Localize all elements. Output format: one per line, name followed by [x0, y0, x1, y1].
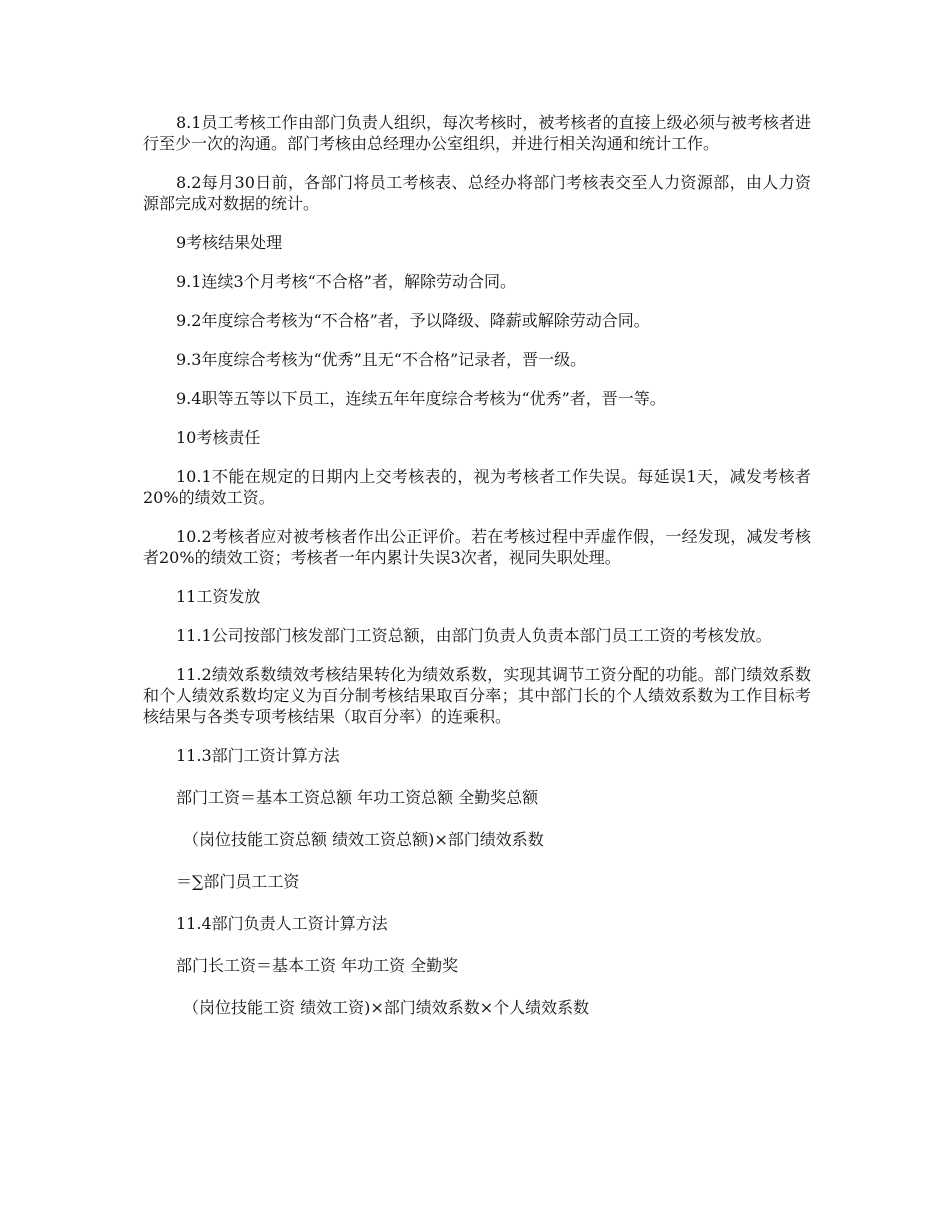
formula-department-wage-sum: ＝∑部门员工工资 — [176, 872, 300, 891]
paragraph-9-4: 9.4职等五等以下员工，连续五年年度综合考核为“优秀”者，晋一等。 — [176, 389, 666, 408]
section-heading-11: 11工资发放 — [176, 587, 261, 606]
paragraph-9-3: 9.3年度综合考核为“优秀”且无“不合格”记录者，晋一级。 — [176, 350, 587, 369]
section-heading-9: 9考核结果处理 — [176, 233, 283, 252]
formula-manager-wage: 部门长工资＝基本工资 年功工资 全勤奖 — [176, 956, 459, 975]
paragraph-10-1: 10.1不能在规定的日期内上交考核表的，视为考核者工作失误。每延误1天，减发考核者20%的绩效工资。 — [143, 467, 811, 507]
formula-manager-wage-continued: （岗位技能工资 绩效工资)×部门绩效系数×个人绩效系数 — [183, 998, 590, 1017]
paragraph-11-1: 11.1公司按部门核发部门工资总额，由部门负责人负责本部门员工工资的考核发放。 — [176, 626, 772, 645]
paragraph-11-2: 11.2绩效系数绩效考核结果转化为绩效系数，实现其调节工资分配的功能。部门绩效系数和个人绩效系数均定义为百分制考核结果取百分率；其中部门长的个人绩效系数为工作目标考核结果与各类专项考核结果（取百分率）的连乘积。 — [143, 665, 811, 726]
paragraph-9-1: 9.1连续3个月考核“不合格”者，解除劳动合同。 — [176, 272, 516, 291]
paragraph-8-2: 8.2每月30日前，各部门将员工考核表、总经办将部门考核表交至人力资源部，由人力资源部完成对数据的统计。 — [143, 173, 811, 213]
formula-department-wage-continued: （岗位技能工资总额 绩效工资总额)×部门绩效系数 — [183, 830, 544, 849]
paragraph-9-2: 9.2年度综合考核为“不合格”者，予以降级、降薪或解除劳动合同。 — [176, 311, 650, 330]
paragraph-8-1: 8.1员工考核工作由部门负责人组织，每次考核时，被考核者的直接上级必须与被考核者进行至少一次的沟通。部门考核由总经理办公室组织，并进行相关沟通和统计工作。 — [143, 113, 811, 153]
paragraph-11-4: 11.4部门负责人工资计算方法 — [176, 914, 388, 933]
paragraph-10-2: 10.2考核者应对被考核者作出公正评价。若在考核过程中弄虚作假，一经发现，减发考核者20%的绩效工资；考核者一年内累计失误3次者，视同失职处理。 — [143, 527, 811, 567]
paragraph-11-3: 11.3部门工资计算方法 — [176, 746, 340, 765]
document-page — [143, 112, 811, 1039]
section-heading-10: 10考核责任 — [176, 428, 261, 447]
formula-department-wage: 部门工资＝基本工资总额 年功工资总额 全勤奖总额 — [176, 788, 539, 807]
